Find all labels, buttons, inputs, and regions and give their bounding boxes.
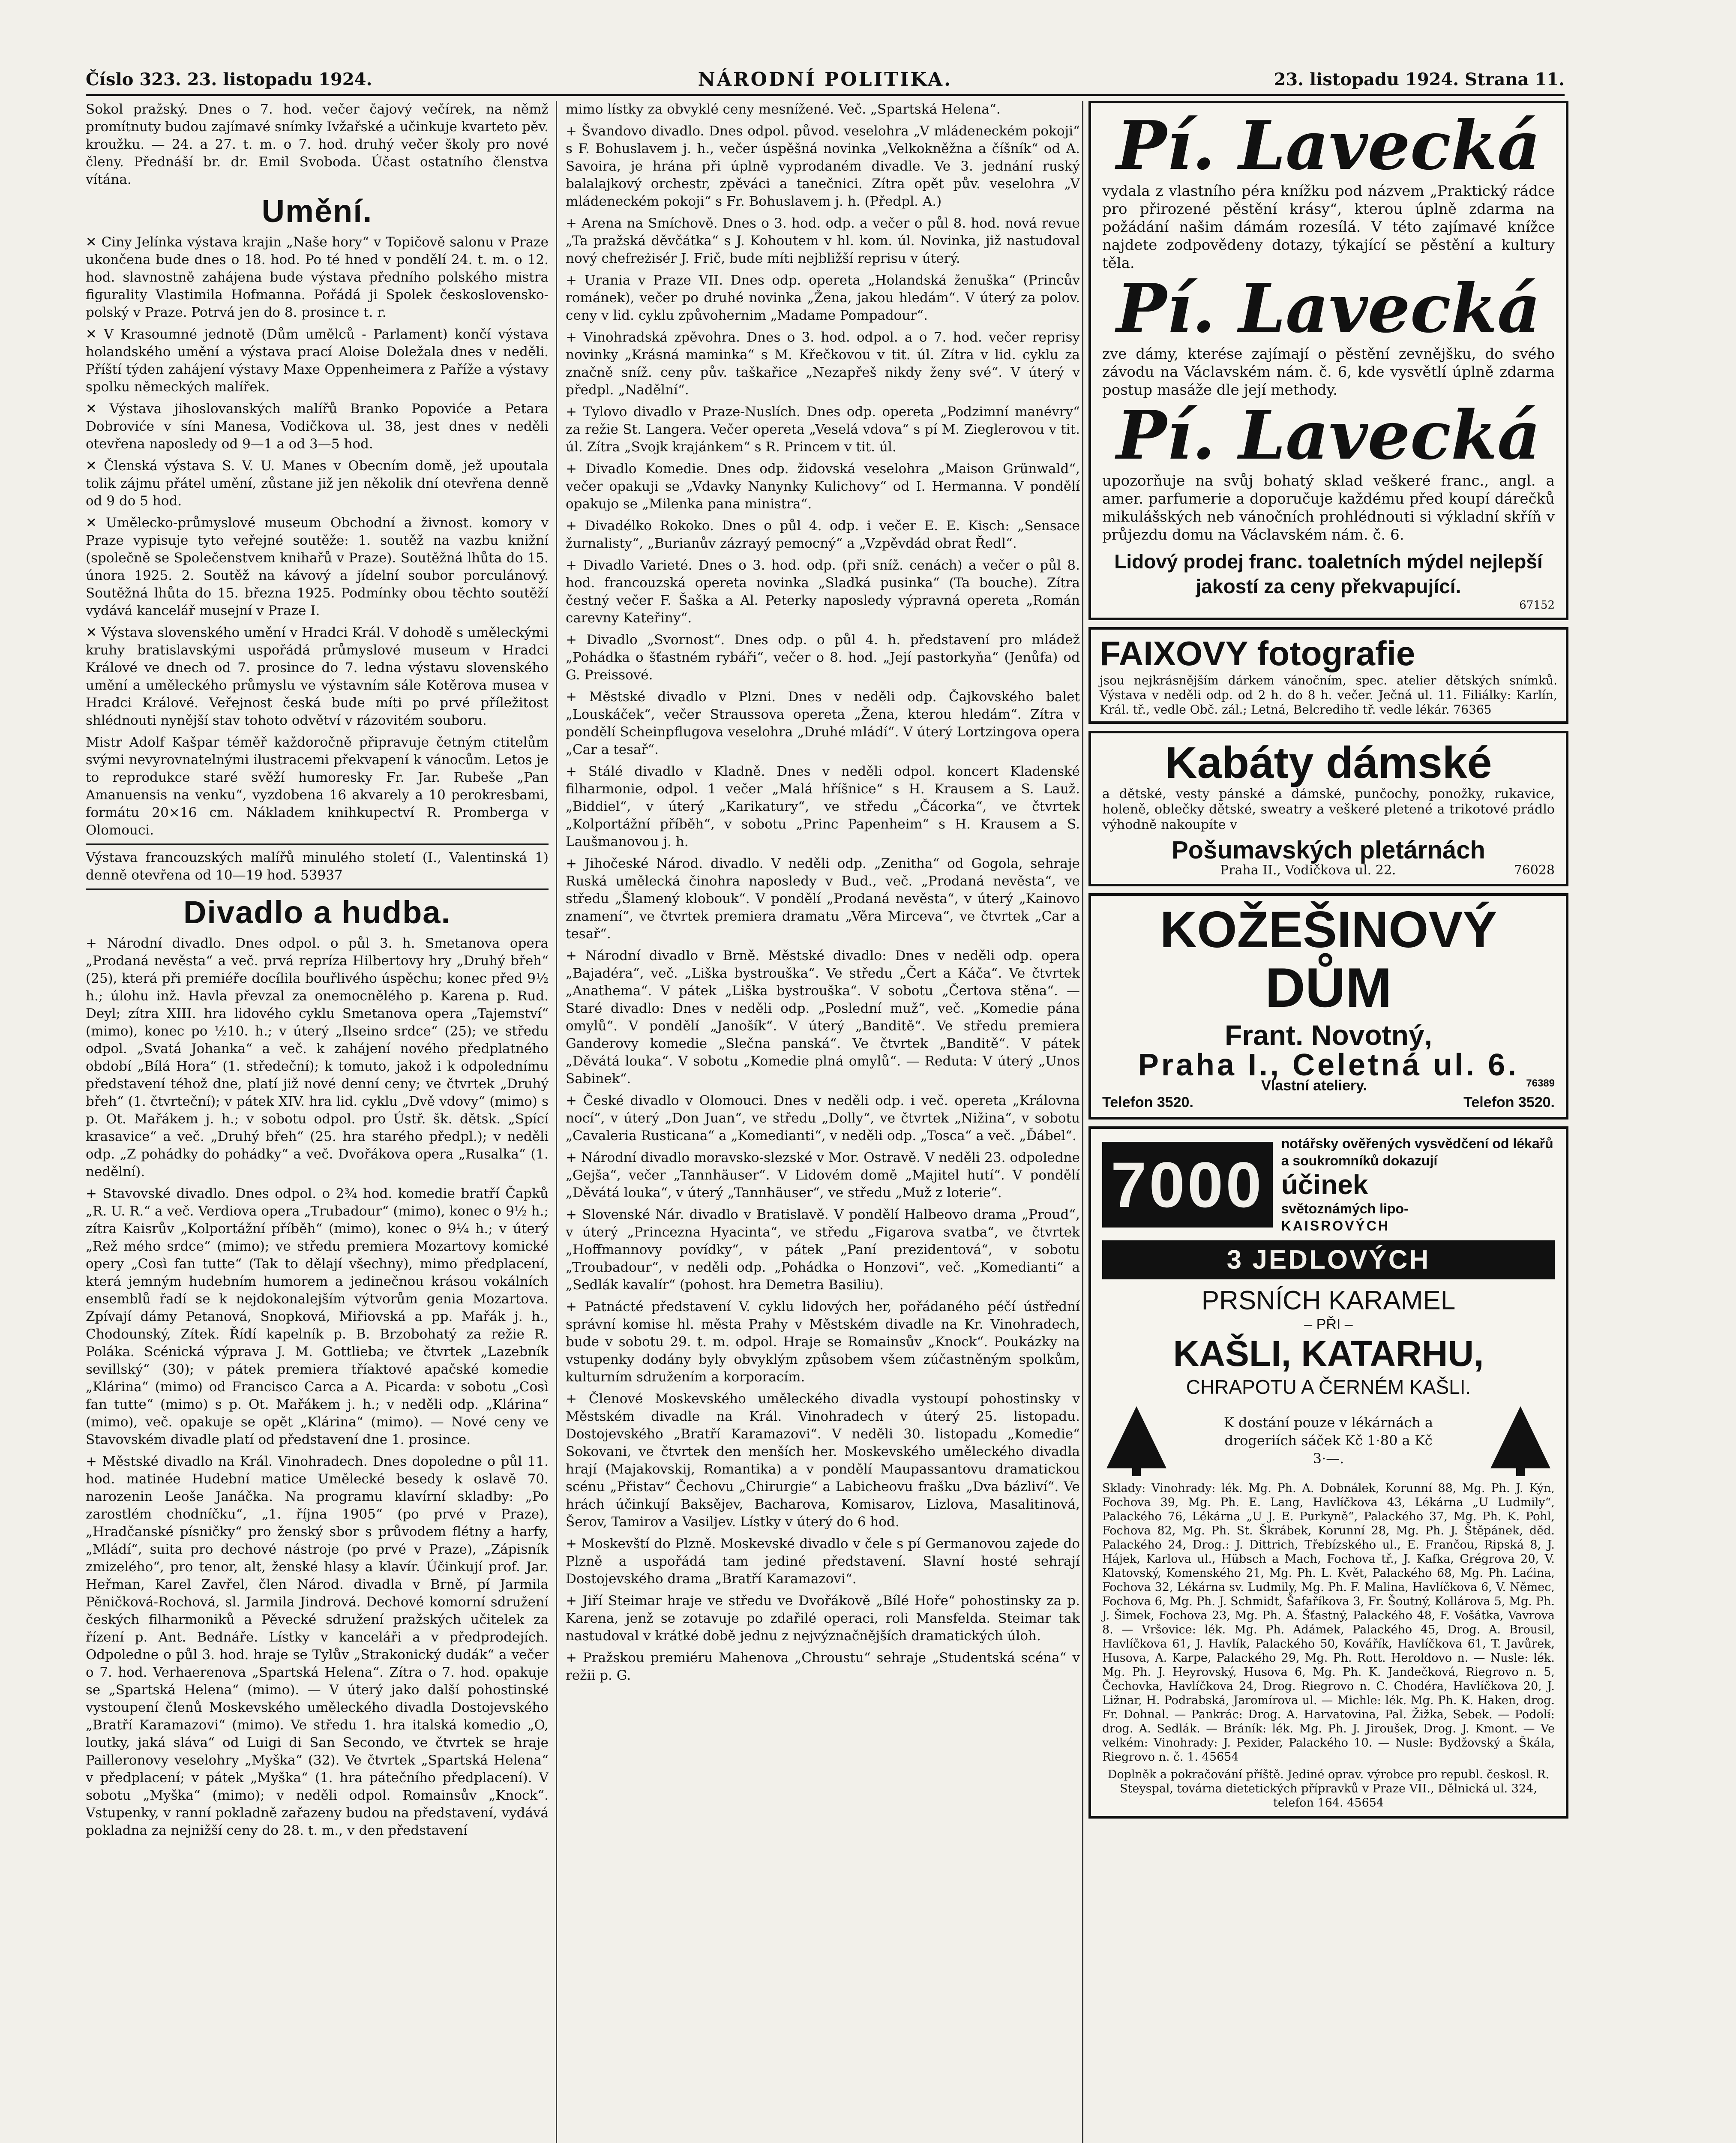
article: + Vinohradská zpěvohra. Dnes o 3. hod. odpol. a o 7. hod. večer reprisy novinky „Krásná maminka“ s M. Křečkovou v tit. úl. Zítra v lid. cyklu za značně sníž. ceny pův. taškařice „Nezapřeš nikdy ženy své“. V úterý v předpl. „Nadělní“. (566, 330, 1080, 398)
column-divider (556, 101, 557, 2143)
article-sokol: Sokol pražský. Dnes o 7. hod. večer čajový večírek, na němž promítnuty budou zajímavé snímky Ivžařské a učinkuje kvarteto pěv. kroužku. — 24. a 27. t. m. o 7. hod. druhý večer školy pro nové členy. Přednáší br. dr. Emil Svoboda. Účast ostatního členstva vítána. (86, 102, 549, 187)
masthead (86, 64, 1565, 96)
article: + Národní divadlo v Brně. Městské divadlo: Dnes v neděli odp. opera „Bajadéra“, več. „Liška bystrouška“. Ve středu „Čert a Káča“. Ve čtvrtek „Anathema“. V pátek „Liška bystrouška“. V sobotu „Čertova stěna“. — Staré divadlo: Dnes v neděli odp. „Poslední muž“, več. „Komedie pána omylů“. V pondělí „Janošík“. V úterý „Banditě“. Ve středu premiera Ganderovy komedie „Slečna panská“. Ve čtvrtek „Banditě“. V pátek „Děvátá louka“. V sobotu „Komedie plná omylů“. — Reduta: V úterý „Unos Sabinek“. (566, 948, 1080, 1087)
column-3-ads (1088, 101, 1568, 2143)
ad-kozesinovy-ateliers: Vlastní ateliery. (1261, 1078, 1367, 1094)
ad-jedlovych-side: světoznámých lipo- (1281, 1201, 1409, 1216)
ad-jedlovych-line: KAŠLI, KATARHU, (1173, 1333, 1484, 1374)
ad-jedlovych-depots: Sklady: Vinohrady: lék. Mg. Ph. A. Dobnálek, Korunní 88, Mg. Ph. J. Kýn, Fochova 39, Mg. Ph. E. Lang, Havlíčkova 43, Lékárna „U Ludmily“, Palackého 76, Lékárna „U J. E. Purkyně“, Palackého 37, Mg. Ph. K. Pohl, Fochova 82, Mg. Ph. St. Škrábek, Korunní 28, Mg. Ph. J. Štěpánek, děd. Palackého 24, Drog.: J. Dittrich, Třebízského ul., E. Frančou, Ripská 8, J. Hájek, Karlova ul., Hübsch a Mach, Fochova tř., J. Kafka, Grégrova 20, V. Klatovský, Komenského 21, Mg. Ph. L. Květ, Palackého 68, Mg. Ph. Laćina, Fochova 32, Lékárna sv. Ludmily, Mg. Ph. F. Malina, Havlíčkova 6, V. Němec, Fochova 6, Mg. Ph. J. Schmidt, Šafaříkova 3, Fr. Šoutný, Kollárova 5, Mg. Ph. J. Šimek, Fochova 23, Mg. Ph. A. Šťastný, Palackého 48, F. Vošátka, Vavrova 8. — Vršovice: lék. Mg. Ph. Adámek, Palackého 45, Drog. A. Brousil, Havlíčkova 61, J. Havlík, Palackého 50, Kovářík, Havlíčkova 61, T. Javůrek, Husova, A. Karpe, Palackého 29, Mg. Ph. Rott. Heroldovo n. — Nusle: lék. Mg. Ph. J. Heyrovský, Husova 6, Mg. Ph. K. Jandečková, Riegrovo n. 5, Čechovka, Havlíčkova 24, Drog. Riegrovo n. C. Chodéra, Havlíčkova 20, J. Ližnar, H. Podrabská, Jaromírova ul. — Michle: lék. Mg. Ph. K. Haken, drog. Fr. Dohnal. — Pankrác: Drog. A. Harvatovina, Pal. Žižka, Sebek. — Podolí: drog. A. Sedlák. — Bráník: lék. Mg. Ph. J. Jiroušek, Drog. J. Kmont. — Ve velkém: Vinohrady: J. Pexider, Palackého 10. — Nusle: Bydžovský a Škála, Riegrovo n. č. 1. 45654 (1102, 1482, 1555, 1764)
ad-kozesinovy-phone: Telefon 3520. (1102, 1094, 1193, 1111)
ad-jedlovych-line: PRSNÍCH KARAMEL (1201, 1286, 1456, 1315)
section-heading-theatre: Divadlo a hudba. (183, 894, 451, 930)
divider (86, 888, 549, 890)
section-heading-art: Umění. (261, 193, 373, 229)
ad-kozesinovy-phone: Telefon 3520. (1463, 1094, 1555, 1111)
ad-lavecka-heading: Pí. Lavecká (1116, 396, 1541, 474)
ad-jedlovych-side: účinek (1281, 1169, 1368, 1200)
article: ✕ V Krasoumné jednotě (Dům umělců - Parlament) končí výstava holandského umění a výstava prací Aloise Doležala dnes v neděli. Příští týden zahájení výstavy Maxe Oppenheimera z Paříže a výstavy spolku německých malířek. (86, 327, 549, 395)
article: + Divadlo Komedie. Dnes odp. židovská veselohra „Maison Grünwald“, večer opakuji se „Vdavky Nanynky Kulichovy“ od I. Hermanna. V pondělí opakujo se „Milenka pana ministra“. (566, 461, 1080, 512)
ad-jedlovych-price: K dostání pouze v lékárnách a drogeriích sáček Kč 1·80 a Kč 3·—. (1223, 1414, 1433, 1467)
ad-lavecka-heading: Pí. Lavecká (1116, 269, 1541, 348)
ad-number: 76389 (1526, 1078, 1555, 1089)
article: + Slovenské Nár. divadlo v Bratislavě. V pondělí Halbeovo drama „Proud“, v úterý „Princezna Hyacinta“, ve středu „Figarova svatba“, ve čtvrtek „Hoffmannovy povídky“, v pátek „Paní prezidentová“, v sobotu „Troubadour“, v neděli odp. „Pohádka o Honzovi“, več. „Komedianti“ a „Sedlák kavalír“ (pohost. hra Demetra Basiliu). (566, 1207, 1080, 1293)
ad-jedlovych-banner: 3 JEDLOVÝCH (1102, 1240, 1555, 1279)
ad-lavecka-heading: Pí. Lavecká (1116, 106, 1541, 185)
article: + Stavovské divadlo. Dnes odpol. o 2¾ hod. komedie bratří Čapků „R. U. R.“ a več. Verdiova opera „Trubadour“ (mimo), konec o 9½ h.; zítra Kaisrův „Kolportážní příběh“ (mimo), konec o 9¼ h.; v úterý „Rež mého srdce“ (mimo); ve středu premiera Mozartovy komické opery „Così fan tutte“ (Tak to dělají všechny), mimo předplacení, která jemným hudebním humorem a jedinečnou krásou vokálních ensemblů řadí se k nejdokonalejším výtvorům genia Mozartova. Zpívají dámy Petanová, Snopková, Miřiovská a pp. Mařák j. h., Chodounský, Zítek. Řídí kapelník p. B. Brzobohatý za režie R. Poláka. Scénická výprava J. M. Gottlieba; ve čtvrtek „Lazebník sevillský“ (30); v pátek premiera tříaktové apačské komedie „Klárina“ (mimo) od Francisco Carca a A. Picarda: v sobotu „Così fan tutte“ (mimo) s p. Ot. Mařákem j. h.; v neděli odp. „Klárina“ (mimo), več. opakuje se opět „Klárina“ (mimo). — Nové ceny ve Stavovském divadle platí od představení dne 1. prosince. (86, 1186, 549, 1447)
article: + Městské divadlo v Plzni. Dnes v neděli odp. Čajkovského balet „Louskáček“, večer Straussova opereta „Žena, kterou hledám“. Zítra v pondělí Scheinpflugova veselohra „Druhé mládí“. V úterý Lortzingova opera „Car a tesař“. (566, 689, 1080, 757)
divider (86, 843, 549, 845)
column-divider (1082, 101, 1083, 2143)
ad-jedlovych-line: – PŘI – (1304, 1316, 1353, 1333)
article: + Pražskou premiéru Mahenova „Chroustu“ sehraje „Studentská scéna“ v režii p. G. (566, 1650, 1080, 1683)
article: Výstava francouzských malířů minulého století (I., Valentinská 1) denně otevřena od 10—19 hod. 53937 (86, 850, 549, 883)
ad-lavecka-text: upozorňuje na svůj bohatý sklad veškeré franc., angl. a amer. parfumerie a doporučuje každému před koupí dárečků mikulášských neb vánočních prohlédnouti si výkladní skříň v průjezdu domu na Václavském nám. č. 6. (1102, 472, 1555, 543)
ad-jedlovych-side: KAISROVÝCH (1281, 1218, 1390, 1234)
article: ✕ Členská výstava S. V. U. Manes v Obecním domě, jež upoutala tolik zájmu přátel umění, zůstane již jen několik dní otevřena denně od 9 do 5 hod. (86, 458, 549, 509)
article: + Národní divadlo. Dnes odpol. o půl 3. h. Smetanova opera „Prodaná nevěsta“ a več. prvá repríza Hilbertovy hry „Druhý břeh“ (25), která při premiéře docílila bouřlivého úspěchu; konec před 9½ h.; úlohu inž. Havla převzal za onemocnělého p. Karena p. Rud. Deyl; zítra XIII. hra lidového cyklu Smetanova opera „Tajemství“ (mimo), konec po ½10. h.; v úterý „Ilseino srdce“ (25); ve středu odpol. „Svatá Johanka“ a več. k zahájení nového předplatného období „Bílá Hora“ (1. středeční); k tomuto, jakož i k odpolednímu představení téhož dne, platí již nové denní ceny; ve čtvrtek „Druhý břeh“ (1. čtvrteční); v pátek XIV. hra lid. cyklu „Dvě vdovy“ (mimo) s p. Ot. Mařákem j. h.; v sobotu odpol. pro Ústř. šk. dětsk. „Spící krasavice“ a več. „Druhý břeh“ (25. hra starého předpl.); v neděli odp. „Z pohádky do pohádky“ a več. Dvořákova opera „Rusalka“ (1. nedělní). (86, 936, 549, 1180)
ad-lavecka-text: vydala z vlastního péra knížku pod názvem „Praktický rádce pro přirozené pěstění krásy“, kterou úplně zdarma na požádání našim dámám rozesílá. V této zajímavé knížce najdete zodpovědeny dotazy, týkající se pěstění a kultury těla. (1102, 183, 1555, 272)
fir-tree-icon (1486, 1404, 1555, 1477)
article: ✕ Ciny Jelínka výstava krajin „Naše hory“ v Topičově salonu v Praze ukončena bude dnes o 18. hod. Po té hned v pondělí 24. t. m. o 12. hod. slavnostně zahájena bude výstava předního polského mistra figurality Vlastimila Hofmanna. Pořádá ji Spolek československo-polský v Praze. Potrvá jen do 8. prosince t. r. (86, 234, 549, 320)
ad-faixovy-heading: FAIXOVY fotografie (1100, 634, 1415, 672)
article: + Patnácté představení V. cyklu lidových her, pořádaného péčí ústřední správní komise hl. města Prahy v Městském divadle na Kr. Vinohradech, bude v sobotu 29. t. m. odpol. Hraje se Romainsův „Knock“. Poukázky na vstupenky dodány byly obvyklým způsobem všem zúčastněným spolkům, kulturním sdružením a korporacím. (566, 1299, 1080, 1385)
column-1 (86, 101, 549, 2143)
ad-jedlovych-karamel (1088, 1126, 1568, 1819)
ad-kabaty (1088, 731, 1568, 886)
ad-kabaty-text: a dětské, vesty pánské a dámské, punčochy, ponožky, rukavice, holeně, oblečky dětské, sweatry a veškeré pletené a trikotové prádlo výhodně nakoupíte v (1102, 786, 1555, 832)
article: ✕ Výstava slovenského umění v Hradci Král. V dohodě s uměleckými kruhy bratislavskými uspořádá průmyslové museum v Hradci Králové ve dnech od 7. prosince do 7. ledna výstavu slovenského umění a uměleckého průmyslu ve výstavním sále Kotěrova musea v Hradci Králové. Veřejnost česká bude míti po prvé příležitost shlédnouti nynější stav tohoto odvětví v rázovitém souboru. (86, 625, 549, 728)
ad-number: 67152 (1519, 599, 1555, 612)
article: + Švandovo divadlo. Dnes odpol. původ. veselohra „V mládeneckém pokoji“ s F. Bohuslavem j. h., večer úspěšná novinka „Velkokněžna a číšník“ od A. Savoira, je hrána při úplně vyprodaném divadle. Ve 3. jednání ruský balalajkový orchestr, zpěváci a tanečnici. Zítra opět pův. veselohra „V mládeneckém pokoji“ s Fr. Bohuslavem j. h. (Předpl. A.) (566, 123, 1080, 209)
article: mimo lístky za obvyklé ceny mesnížené. Več. „Spartská Helena“. (566, 102, 1001, 117)
ad-kozesinovy-address: Praha I., Celetná ul. 6. (1138, 1048, 1519, 1082)
ad-kabaty-store: Pošumavských pletárnách (1172, 836, 1485, 864)
article: + Divadélko Rokoko. Dnes o půl 4. odp. i večer E. E. Kisch: „Sensace žurnalisty“, „Burianův zázrayý pemocný“ a „Vzpěvdád obrat Ředl“. (566, 518, 1080, 551)
ad-kozesinovy-heading: KOŽEŠINOVÝ (1160, 901, 1497, 958)
article: + Urania v Praze VII. Dnes odp. opereta „Holandská ženuška“ (Princův románek), večer po druhé novinka „Žena, jakou hledám“. V úterý za polov. ceny v lid. cyklu způvohernim „Madame Pompadour“. (566, 273, 1080, 323)
masthead-issue: Číslo 323. 23. listopadu 1924. (86, 69, 372, 90)
article: + Stálé divadlo v Kladně. Dnes v neděli odpol. koncert Kladenské filharmonie, odpol. 1 večer „Malá hříšnice“ s H. Krausem a S. Lauž. „Biddiel“, v úterý „Karikatury“, ve středu „Čácorka“, ve čtvrtek „Kolportážní příběh“, v sobotu „Princ Papenheim“ s H. Krausem a S. Laušmanovou j. h. (566, 764, 1080, 849)
article: + Jihočeské Národ. divadlo. V neděli odp. „Zenitha“ od Gogola, sehraje Ruská umělecká činohra naposledy v Bud., več. „Prodaná nevěsta“, ve středu „Šlamený klobouk“. V pondělí „Prodaná nevěsta“, v úterý „Kainovo znamení“, ve čtvrtek premiera dramatu „Věra Mirceva“, ve čtvrtek „Car a tesař“. (566, 856, 1080, 942)
article: + Moskevští do Plzně. Moskevské divadlo v čele s pí Germanovou zajede do Plzně a uspořádá tam jediné představení. Slavní hosté sehrají Dostojevského drama „Bratří Karamazovi“. (566, 1536, 1080, 1587)
column-2 (566, 101, 1080, 2143)
article: + Tylovo divadlo v Praze-Nuslích. Dnes odp. opereta „Podzimní manévry“ za režie St. Langera. Večer opereta „Veselá vdova“ s pí M. Zieglerovou v tit. úl. Zítra „Svojk krajánkem“ s R. Princem v tit. úl. (566, 404, 1080, 455)
ad-jedlovych-number: 7000 (1102, 1142, 1273, 1228)
article: + Divadlo „Svornost“. Dnes odp. o půl 4. h. představení pro mládež „Pohádka o šťastném rybáři“, večer o 8. hod. „Její pastorkyňa“ (Jenůfa) od G. Preissové. (566, 632, 1080, 683)
ad-kabaty-heading: Kabáty dámské (1165, 738, 1492, 788)
article: Mistr Adolf Kašpar téměř každoročně připravuje četným ctitelům svými nevyrovnatelnými ilustracemi překvapení k vánocům. Letos je to reprodukce staré svěží humoresky Fr. Jar. Rubeše „Pan Amanuensis na venku“, vyzdobena 16 akvarely a 10 perokresbami, formátu 20×16 cm. Nákladem knihkupectví R. Promberga v Olomouci. (86, 735, 549, 838)
article: ✕ Výstava jihoslovanských malířů Branko Popoviće a Petara Dobroviće v síni Manesa, Vodičkova ul. 38, jest dnes v neděli otevřena naposledy od 9—1 a od 3—5 hod. (86, 401, 549, 452)
ad-kozesinovy-owner: Frant. Novotný, (1224, 1019, 1432, 1051)
article: + Členové Moskevského uměleckého divadla vystoupí pohostinsky v Městském divadle na Král. Vinohradech v úterý 25. listopadu. Dostojevského „Bratří Karamazovi“. V neděli 30. listopadu „Komedie“ Sokovani, ve čtvrtek den menších her. Moskevského uměleckého divadla hrají (Majakovskij, Romantika) a v pondělí Maupassantovu dramatickou scénu „Přistav“ Čechovu „Chirurgie“ a Labicheovu frašku „Dva bázliví“. Ve hrách účinkují Baksějev, Bacharova, Komisarov, Lizlova, Masalitinová, Šerov, Tamirov a Vasiljev. Lístky v úterý do 6 hod. (566, 1391, 1080, 1530)
masthead-title: NÁRODNÍ POLITIKA. (698, 68, 953, 90)
ad-lavecka-text: zve dámy, kterése zajímají o pěstění zevnějšku, do svého závodu na Václavském nám. č. 6, kde vysvětlí úplně zdarma postup masáže dle její methody. (1102, 345, 1555, 399)
fir-tree-icon (1102, 1404, 1171, 1477)
ad-lavecka-emphasis: Lidový prodej franc. toaletních mýdel nejlepší jakostí za ceny překvapující. (1114, 550, 1543, 597)
ad-kozesinovy-heading: DŮM (1265, 956, 1392, 1019)
ad-faixovy-text: jsou nejkrásnějším dárkem vánočním, spec. atelier dětských snímků. Výstava v neděli odp. od 2 h. do 8 h. večer. Ječná ul. 11. Filiálky: Karlín, Král. tř., vedle Obč. zál.; Letná, Belcrediho tř. vedle lékár. 76365 (1100, 673, 1557, 717)
article: ✕ Umělecko-průmyslové museum Obchodní a živnost. komory v Praze vypisuje tyto veřejné soutěže: 1. soutěž na vazbu knižní (společně se Společenstvem knihařů v Praze). Soutěžná lhůta do 15. února 1925. 2. Soutěž na kávový a jídelní soubor porculánový. Soutěžná lhůta do 15. března 1925. Podmínky obou těchto soutěží vydává kancelář musejní v Praze I. (86, 515, 549, 618)
masthead-page: 23. listopadu 1924. Strana 11. (1274, 69, 1565, 90)
ad-jedlovych-side: notářsky ověřených vysvědčení od lékařů a soukromníků dokazují (1281, 1136, 1553, 1168)
article: + České divadlo v Olomouci. Dnes v neděli odp. i več. opereta „Královna nocí“, v úterý „Don Juan“, ve středu „Dolly“, ve čtvrtek „Nižina“, v sobotu „Cavaleria Rusticana“ a „Komedianti“, v neděli odp. „Tosca“ a več. „Ďábel“. (566, 1093, 1080, 1144)
article: + Jiří Steimar hraje ve středu ve Dvořákově „Bílé Hoře“ pohostinsky za p. Karena, jenž se zotavuje po zdařilé operaci, roli Mansfelda. Steimar tak nastudoval v krátké době jednu z nejvýznačnějších dramatických úloh. (566, 1593, 1080, 1644)
ad-kozesinovy-dum (1088, 893, 1568, 1120)
ad-jedlovych-footer: Doplněk a pokračování příště. Jediné oprav. výrobce pro republ. českosl. R. Steyspal, továrna dietetických přípravků v Praze VII., Dělnická ul. 324, telefon 164. 45654 (1107, 1768, 1550, 1810)
article: + Divadlo Varieté. Dnes o 3. hod. odp. (při sníž. cenách) a večer o půl 8. hod. francouzská opereta novinka „Sladká pusinka“ (Ta bouche). Zítra čestný večer F. Šaška a Al. Peterky naposledy výpravná opereta „Román carevny Kateřiny“. (566, 558, 1080, 626)
ad-jedlovych-line: CHRAPOTU A ČERNÉM KAŠLI. (1186, 1376, 1471, 1398)
ad-lavecka (1088, 101, 1568, 620)
ad-number: 76028 (1514, 863, 1555, 878)
article: + Městské divadlo na Král. Vinohradech. Dnes dopoledne o půl 11. hod. matinée Hudební matice Umělecké besedy k oslavě 70. narozenin Leoše Janáčka. Na programu klavírní skladby: „Po zarostlém chodníčku“, „1. října 1905“ (po prvé v Praze), „Hradčanské písničky“ pro ženský sbor s průvodem flétny a harfy, „Mládí“, suita pro dechové nástroje (po prvé v Praze), „Zápisník zmizelého“, pro tenor, alt, ženské hlasy a klavír. Účinkují prof. Jar. Heřman, Karel Zavřel, člen Národ. divadla v Brně, pí Jarmila Pěničková-Rochová, sl. Jarmila Jindrová. Dechové komorní sdružení českých filharmoniků a Pěvecké sdružení pražských učitelek za řízení p. Ant. Bednáře. Lístky v kanceláři a v předprodejích. Odpoledne o půl 3. hod. hraje se Tylův „Strakonický dudák“ a večer o 7. hod. Verhaerenova „Spartská Helena“. Zítra o 7. hod. opakuje se „Spartská Helena“ (mimo). — V úterý jako další pohostinské vystoupení členů Moskevského uměleckého divadla Dostojevského „Bratří Karamazovi“ (mimo). Ve středu 1. hra italská komedio „O, loutky, jaká sláva“ od Luigi di San Secondo, ve čtvrtek se hraje Pailleronovy veselohry „Myška“ (32). Ve čtvrtek „Spartská Helena“ v předplacení; v pátek „Myška“ (1. hra pátečního předplacení). V sobotu „Myška“ (mimo); v neděli odpol. Romainsův „Knock“. Vstupenky, v ranní pokladně zařazeny budou na představení, vydává pokladna za nejnižší ceny do 28. t. m., v den představení (86, 1454, 549, 1838)
article: + Arena na Smíchově. Dnes o 3. hod. odp. a večer o půl 8. hod. nová revue „Ta pražská děvčátka“ s J. Kohoutem v hl. kom. úl. Novinka, již nastudoval nový chefreżisér J. Frič, bude míti nejbližší reprisu v úterý. (566, 216, 1080, 266)
ad-kabaty-address: Praha II., Vodičkova ul. 22. (1220, 863, 1396, 878)
article: + Národní divadlo moravsko-slezské v Mor. Ostravě. V neděli 23. odpoledne „Gejša“, večer „Tannhäuser“. V Lidovém domě „Majitel hutí“. V pondělí „Děvátá louka“, v úterý „Tannhäuser“, ve středu „Muž z loterie“. (566, 1150, 1080, 1201)
ad-faixovy (1088, 627, 1568, 724)
